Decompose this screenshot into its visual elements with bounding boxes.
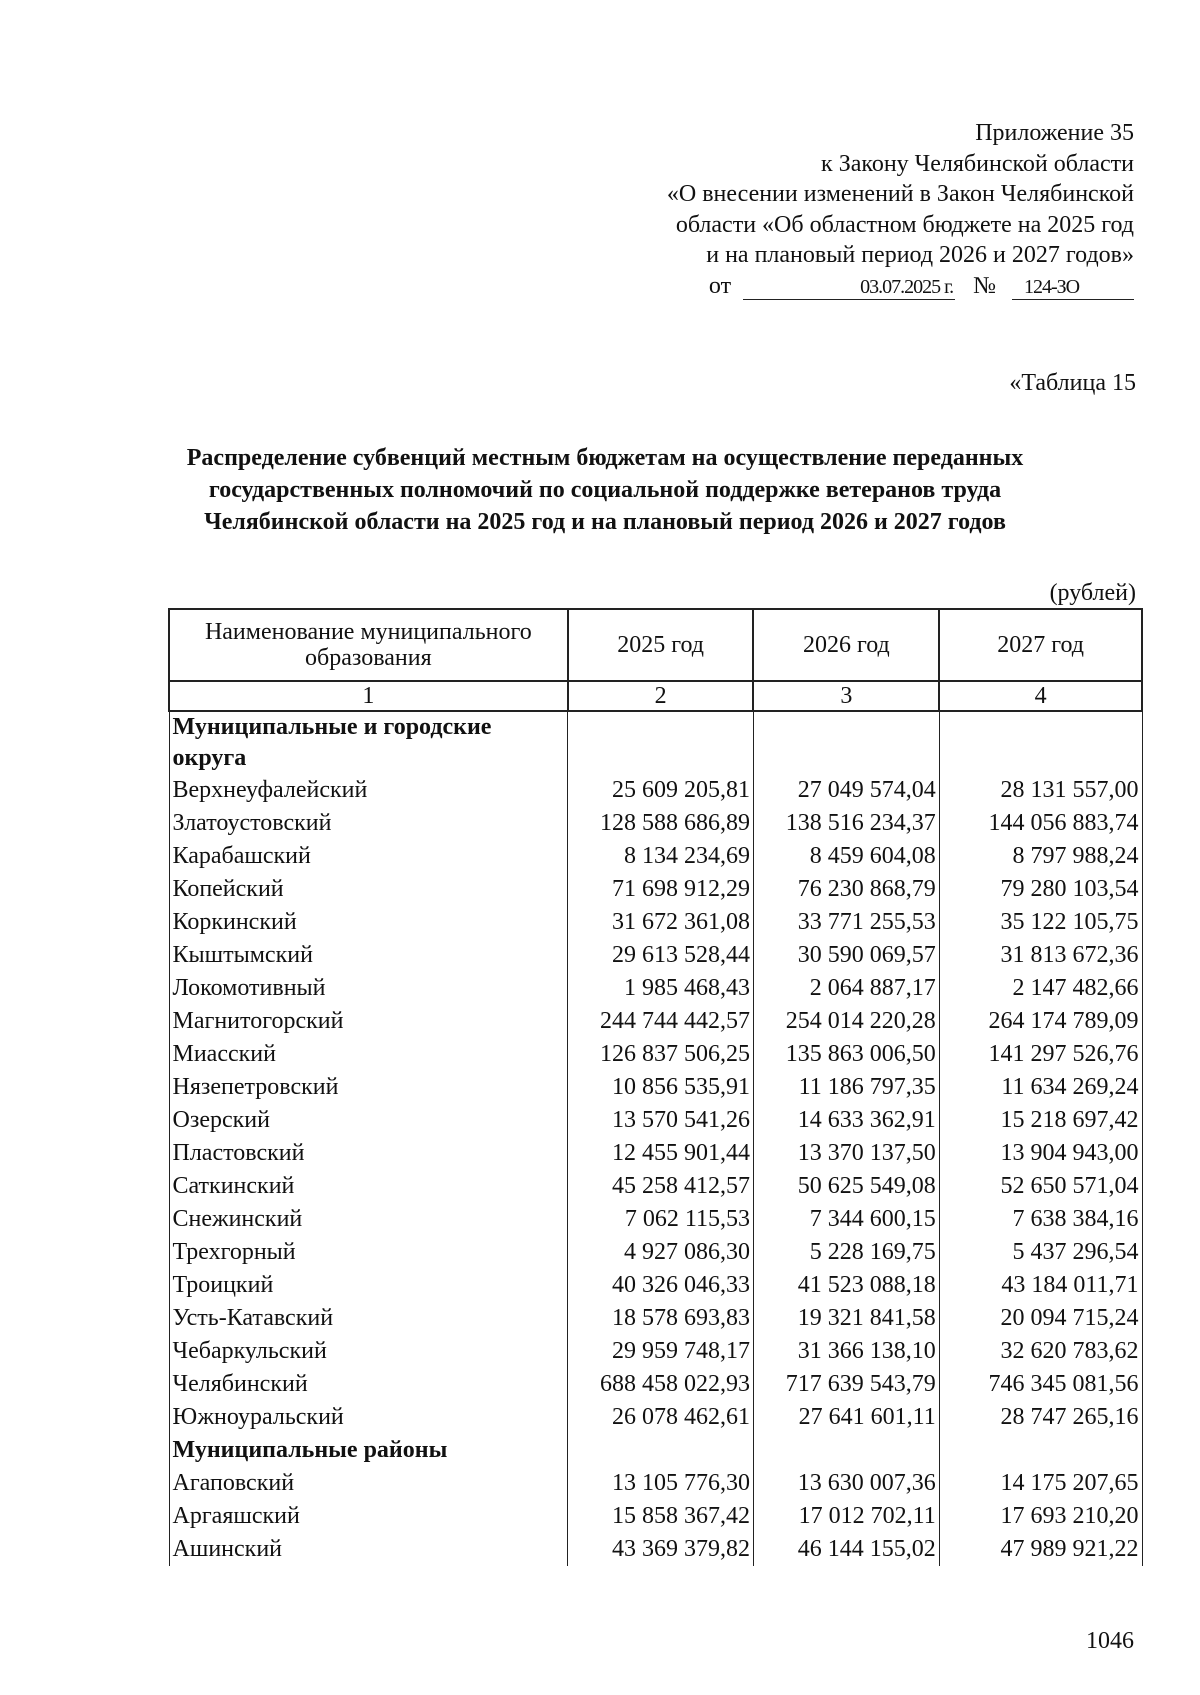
amount-2027: 746 345 081,56 — [939, 1368, 1142, 1401]
column-header: 2025 год — [568, 609, 754, 681]
municipality-name: Чебаркульский — [169, 1335, 568, 1368]
amount-2026: 13 370 137,50 — [753, 1137, 939, 1170]
date-prefix: от — [708, 272, 732, 299]
amount-2026: 76 230 868,79 — [753, 873, 939, 906]
table-label: «Таблица 15 — [1009, 370, 1136, 396]
subvention-table — [168, 608, 1143, 1566]
column-header: 2027 год — [939, 609, 1142, 681]
section-name: Муниципальные и городские округа — [169, 711, 568, 774]
document-title: Распределение субвенций местным бюджетам на осуществление переданных государственных полномочий по социальной поддержке ветеранов труда Челябинской области на 2025 год и на плановый период 2026 и 2027 годов — [186, 445, 1024, 535]
amount-2026: 254 014 220,28 — [753, 1005, 939, 1038]
table-row — [169, 807, 1142, 840]
table-row — [169, 1467, 1142, 1500]
amount-2027: 264 174 789,09 — [939, 1005, 1142, 1038]
amount-2027: 11 634 269,24 — [939, 1071, 1142, 1104]
amount-2026: 19 321 841,58 — [753, 1302, 939, 1335]
amount-2026: 41 523 088,18 — [753, 1269, 939, 1302]
municipality-name: Южноуральский — [169, 1401, 568, 1434]
amount-2025: 43 369 379,82 — [568, 1533, 754, 1566]
amount-2027: 43 184 011,71 — [939, 1269, 1142, 1302]
column-number: 2 — [568, 681, 754, 711]
amount-2025: 31 672 361,08 — [568, 906, 754, 939]
table-row — [169, 1038, 1142, 1071]
table-row — [169, 1269, 1142, 1302]
date-number-line — [574, 271, 1134, 302]
empty-cell — [939, 1434, 1142, 1467]
column-number-row — [169, 681, 1142, 711]
amount-2026: 27 049 574,04 — [753, 774, 939, 807]
amount-2025: 18 578 693,83 — [568, 1302, 754, 1335]
amount-2026: 33 771 255,53 — [753, 906, 939, 939]
amount-2026: 46 144 155,02 — [753, 1533, 939, 1566]
number-sign: № — [973, 272, 996, 299]
municipality-name: Саткинский — [169, 1170, 568, 1203]
municipality-name: Локомотивный — [169, 972, 568, 1005]
municipality-name: Златоустовский — [169, 807, 568, 840]
table-row — [169, 840, 1142, 873]
municipality-name: Усть-Катавский — [169, 1302, 568, 1335]
municipality-name: Троицкий — [169, 1269, 568, 1302]
column-number: 1 — [169, 681, 568, 711]
amount-2026: 30 590 069,57 — [753, 939, 939, 972]
amount-2027: 20 094 715,24 — [939, 1302, 1142, 1335]
municipality-name: Карабашский — [169, 840, 568, 873]
amount-2026: 717 639 543,79 — [753, 1368, 939, 1401]
header-line: «О внесении изменений в Закон Челябинской — [666, 181, 1134, 207]
table-row — [169, 1500, 1142, 1533]
municipality-name: Миасский — [169, 1038, 568, 1071]
amount-2025: 128 588 686,89 — [568, 807, 754, 840]
municipality-name: Озерский — [169, 1104, 568, 1137]
amount-2027: 31 813 672,36 — [939, 939, 1142, 972]
amount-2027: 28 131 557,00 — [939, 774, 1142, 807]
amount-2025: 29 959 748,17 — [568, 1335, 754, 1368]
table-row — [169, 1335, 1142, 1368]
column-number: 3 — [753, 681, 939, 711]
amount-2027: 13 904 943,00 — [939, 1137, 1142, 1170]
amount-2025: 8 134 234,69 — [568, 840, 754, 873]
table-row — [169, 1137, 1142, 1170]
table-body — [169, 681, 1142, 1566]
amount-2026: 13 630 007,36 — [753, 1467, 939, 1500]
amount-2025: 7 062 115,53 — [568, 1203, 754, 1236]
empty-cell — [753, 1434, 939, 1467]
amount-2025: 15 858 367,42 — [568, 1500, 754, 1533]
table-row — [169, 1368, 1142, 1401]
table-row — [169, 1302, 1142, 1335]
amount-2026: 2 064 887,17 — [753, 972, 939, 1005]
table-row — [169, 1071, 1142, 1104]
amount-2025: 26 078 462,61 — [568, 1401, 754, 1434]
amount-2026: 31 366 138,10 — [753, 1335, 939, 1368]
page-number: 1046 — [1086, 1628, 1134, 1654]
amount-2026: 7 344 600,15 — [753, 1203, 939, 1236]
amount-2025: 25 609 205,81 — [568, 774, 754, 807]
municipality-name: Челябинский — [169, 1368, 568, 1401]
municipality-name: Кыштымский — [169, 939, 568, 972]
amount-2025: 244 744 442,57 — [568, 1005, 754, 1038]
header-line: и на плановый период 2026 и 2027 годов» — [706, 242, 1134, 268]
municipality-name: Верхнеуфалейский — [169, 774, 568, 807]
table-row — [169, 1104, 1142, 1137]
amount-2027: 14 175 207,65 — [939, 1467, 1142, 1500]
table-row — [169, 906, 1142, 939]
amount-2027: 47 989 921,22 — [939, 1533, 1142, 1566]
amount-2025: 29 613 528,44 — [568, 939, 754, 972]
amount-2027: 141 297 526,76 — [939, 1038, 1142, 1071]
empty-cell — [568, 711, 754, 774]
amount-2027: 35 122 105,75 — [939, 906, 1142, 939]
amount-2027: 15 218 697,42 — [939, 1104, 1142, 1137]
units-label: (рублей) — [1049, 580, 1136, 606]
date-value: 03.07.2025 г. — [743, 275, 955, 300]
table-row — [169, 1005, 1142, 1038]
amount-2025: 688 458 022,93 — [568, 1368, 754, 1401]
amount-2026: 50 625 549,08 — [753, 1170, 939, 1203]
amount-2027: 79 280 103,54 — [939, 873, 1142, 906]
amount-2025: 71 698 912,29 — [568, 873, 754, 906]
amount-2025: 126 837 506,25 — [568, 1038, 754, 1071]
amount-2025: 10 856 535,91 — [568, 1071, 754, 1104]
amount-2026: 14 633 362,91 — [753, 1104, 939, 1137]
table-row — [169, 774, 1142, 807]
municipality-name: Ашинский — [169, 1533, 568, 1566]
empty-cell — [568, 1434, 754, 1467]
amount-2027: 5 437 296,54 — [939, 1236, 1142, 1269]
amount-2025: 4 927 086,30 — [568, 1236, 754, 1269]
amount-2027: 144 056 883,74 — [939, 807, 1142, 840]
table-header-row — [169, 609, 1142, 681]
amount-2027: 32 620 783,62 — [939, 1335, 1142, 1368]
section-row — [169, 711, 1142, 774]
municipality-name: Пластовский — [169, 1137, 568, 1170]
table-row — [169, 1236, 1142, 1269]
amount-2027: 2 147 482,66 — [939, 972, 1142, 1005]
municipality-name: Магнитогорский — [169, 1005, 568, 1038]
amount-2025: 45 258 412,57 — [568, 1170, 754, 1203]
empty-cell — [939, 711, 1142, 774]
amount-2026: 8 459 604,08 — [753, 840, 939, 873]
amount-2026: 135 863 006,50 — [753, 1038, 939, 1071]
table-row — [169, 1533, 1142, 1566]
amount-2026: 27 641 601,11 — [753, 1401, 939, 1434]
section-row — [169, 1434, 1142, 1467]
municipality-name: Трехгорный — [169, 1236, 568, 1269]
municipality-name: Агаповский — [169, 1467, 568, 1500]
municipality-name: Аргаяшский — [169, 1500, 568, 1533]
document-header — [574, 118, 1134, 301]
table-row — [169, 1401, 1142, 1434]
header-line: области «Об областном бюджете на 2025 год — [675, 211, 1134, 238]
municipality-name: Нязепетровский — [169, 1071, 568, 1104]
municipality-name: Копейский — [169, 873, 568, 906]
amount-2027: 17 693 210,20 — [939, 1500, 1142, 1533]
amount-2026: 5 228 169,75 — [753, 1236, 939, 1269]
column-header: Наименование муниципального образования — [169, 609, 568, 681]
table-row — [169, 1203, 1142, 1236]
amount-2026: 11 186 797,35 — [753, 1071, 939, 1104]
table-row — [169, 939, 1142, 972]
column-number: 4 — [939, 681, 1142, 711]
amount-2025: 13 105 776,30 — [568, 1467, 754, 1500]
amount-2027: 7 638 384,16 — [939, 1203, 1142, 1236]
amount-2025: 12 455 901,44 — [568, 1137, 754, 1170]
amount-2025: 1 985 468,43 — [568, 972, 754, 1005]
amount-2027: 8 797 988,24 — [939, 840, 1142, 873]
municipality-name: Коркинский — [169, 906, 568, 939]
column-header: 2026 год — [753, 609, 939, 681]
amount-2025: 13 570 541,26 — [568, 1104, 754, 1137]
table-row — [169, 1170, 1142, 1203]
amount-2026: 17 012 702,11 — [753, 1500, 939, 1533]
number-value: 124-ЗО — [1012, 275, 1134, 300]
empty-cell — [753, 711, 939, 774]
section-name: Муниципальные районы — [169, 1434, 568, 1467]
municipality-name: Снежинский — [169, 1203, 568, 1236]
amount-2027: 52 650 571,04 — [939, 1170, 1142, 1203]
amount-2025: 40 326 046,33 — [568, 1269, 754, 1302]
table-row — [169, 873, 1142, 906]
header-line: Приложение 35 — [975, 120, 1134, 146]
table-row — [169, 972, 1142, 1005]
amount-2027: 28 747 265,16 — [939, 1401, 1142, 1434]
header-line: к Закону Челябинской области — [821, 150, 1134, 177]
amount-2026: 138 516 234,37 — [753, 807, 939, 840]
